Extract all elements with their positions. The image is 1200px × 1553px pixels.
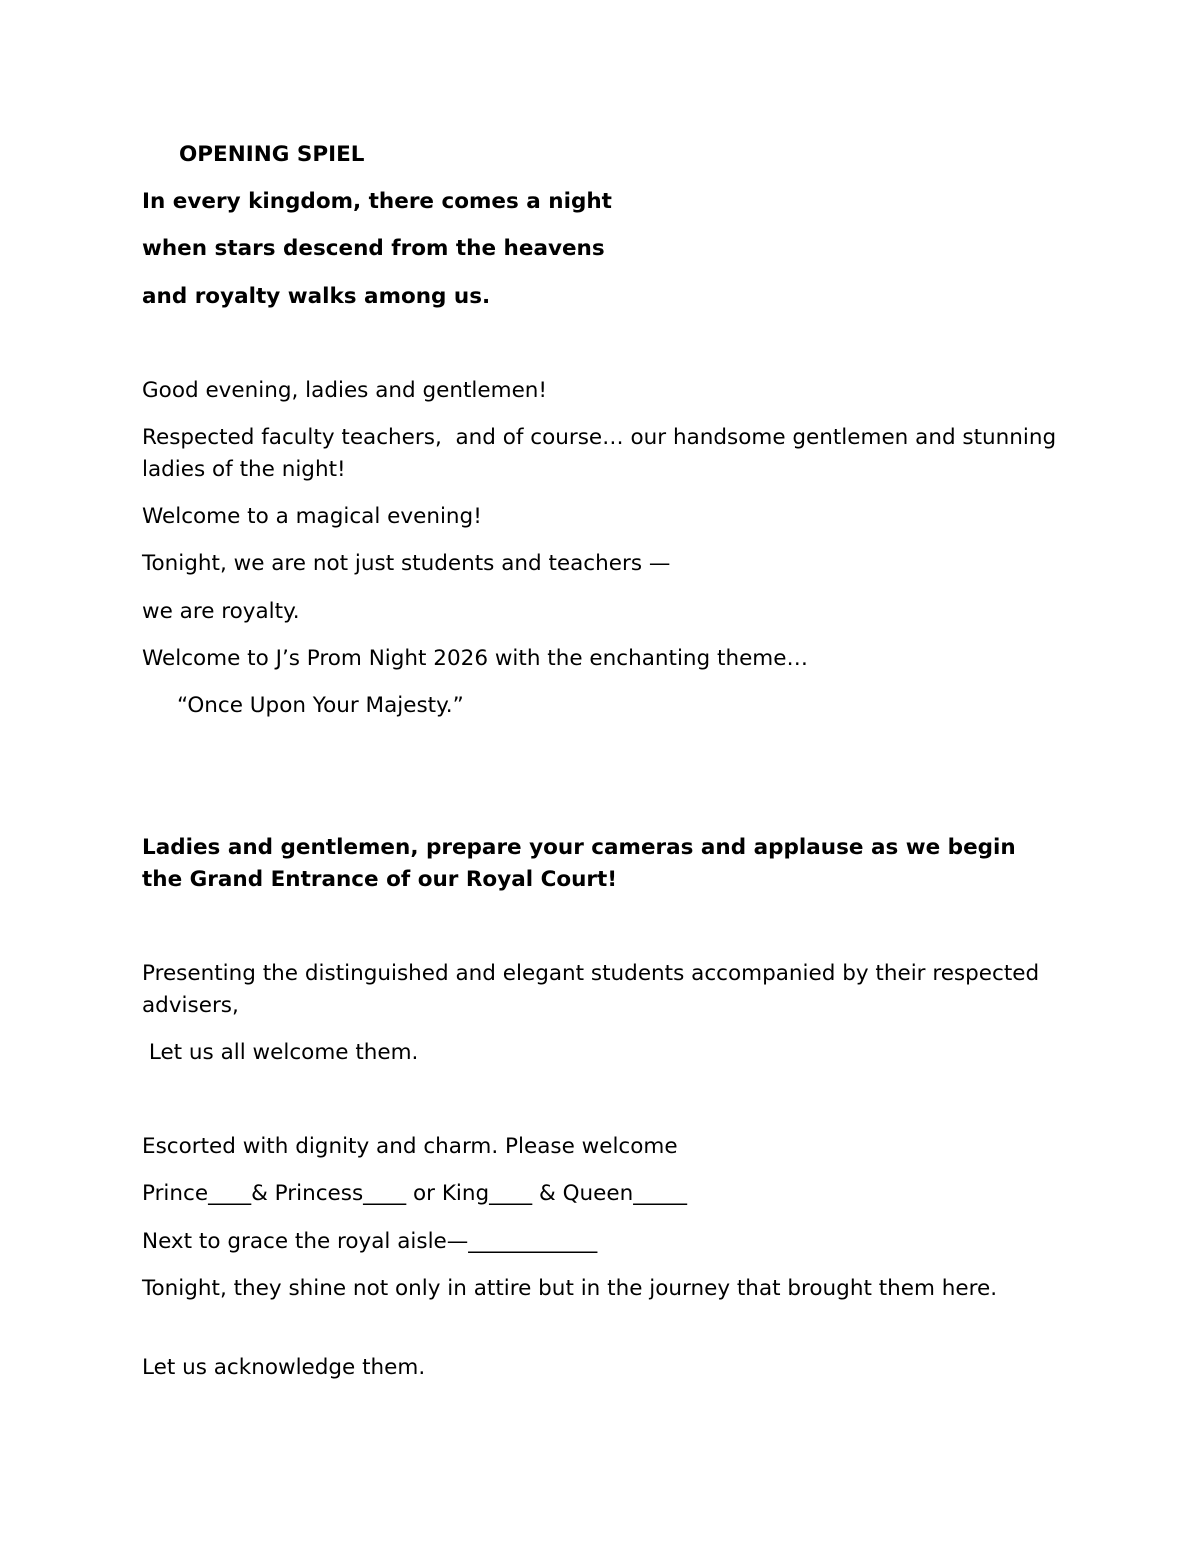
let-us-welcome-paragraph: Let us all welcome them. (142, 1040, 419, 1065)
grand-entrance-paragraph: Ladies and gentlemen, prepare your cameras and applause as we begin the Grand Entrance of our Royal Court! (142, 835, 1024, 892)
presenting-paragraph: Presenting the distinguished and elegant students accompanied by their respected advisers, (142, 961, 1046, 1018)
royalty-paragraph: we are royalty. (142, 599, 300, 624)
escorted-paragraph: Escorted with dignity and charm. Please welcome (142, 1134, 678, 1159)
acknowledge-paragraph: Let us acknowledge them. (142, 1355, 426, 1380)
document-heading: OPENING SPIEL (179, 142, 365, 167)
greeting-paragraph: Good evening, ladies and gentlemen! (142, 378, 548, 403)
shine-paragraph: Tonight, they shine not only in attire but in the journey that brought them here. (142, 1276, 998, 1301)
tonight-paragraph: Tonight, we are not just students and teachers — (142, 551, 671, 576)
theme-paragraph: “Once Upon Your Majesty.” (177, 693, 464, 718)
respected-paragraph: Respected faculty teachers, and of course… our handsome gentlemen and stunning ladies of the night! (142, 425, 1064, 482)
welcome-magical-paragraph: Welcome to a magical evening! (142, 504, 482, 529)
prince-princess-paragraph: Prince____& Princess____ or King____ & Queen_____ (142, 1181, 687, 1206)
poem-line-3: and royalty walks among us. (142, 284, 491, 309)
next-aisle-paragraph: Next to grace the royal aisle—____________ (142, 1229, 598, 1254)
welcome-prom-paragraph: Welcome to J’s Prom Night 2026 with the enchanting theme… (142, 646, 808, 671)
poem-line-2: when stars descend from the heavens (142, 236, 605, 261)
poem-line-1: In every kingdom, there comes a night (142, 189, 612, 214)
